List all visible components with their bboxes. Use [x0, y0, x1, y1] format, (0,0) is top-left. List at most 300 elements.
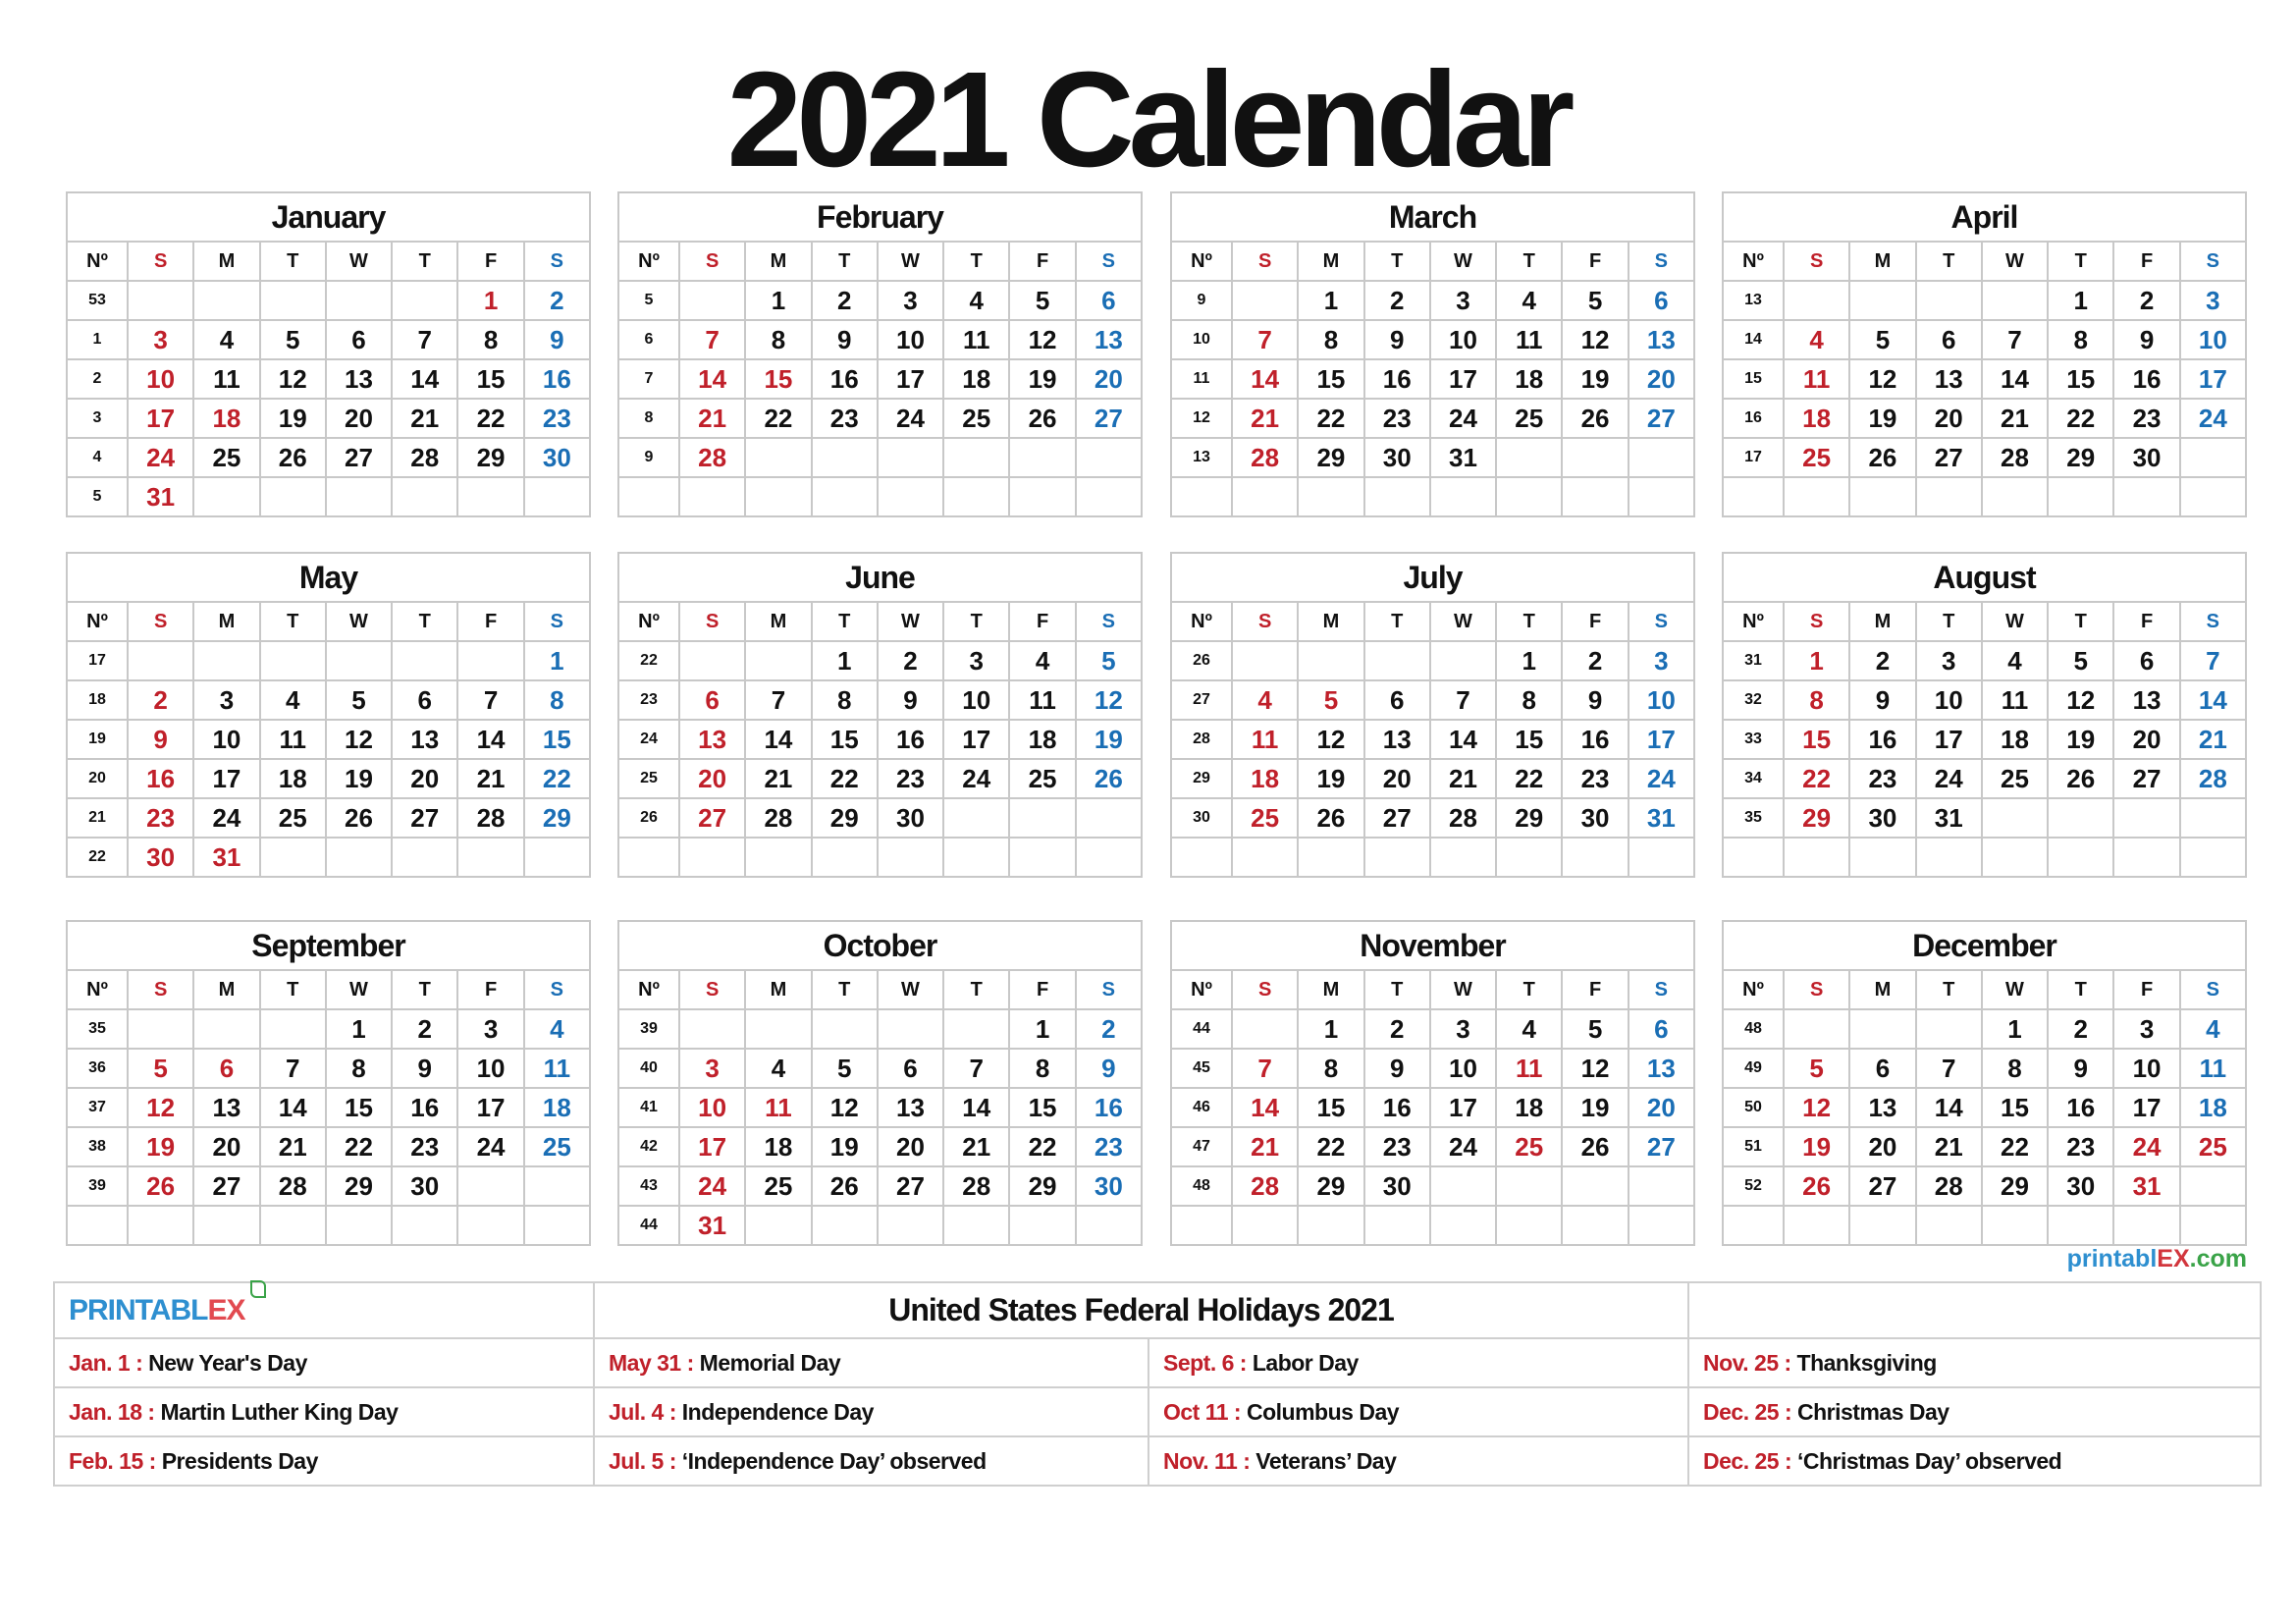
- day-cell[interactable]: 8: [524, 680, 590, 720]
- day-cell[interactable]: 28: [1916, 1166, 1982, 1206]
- day-cell[interactable]: 10: [1629, 680, 1694, 720]
- day-cell[interactable]: 19: [1562, 359, 1628, 399]
- day-cell[interactable]: 23: [1076, 1127, 1142, 1166]
- day-cell[interactable]: 5: [326, 680, 392, 720]
- day-cell[interactable]: 21: [1232, 399, 1298, 438]
- day-cell[interactable]: 24: [2180, 399, 2246, 438]
- day-cell[interactable]: 14: [1232, 359, 1298, 399]
- day-cell[interactable]: 18: [1982, 720, 2048, 759]
- day-cell[interactable]: 18: [745, 1127, 811, 1166]
- day-cell[interactable]: 28: [1232, 1166, 1298, 1206]
- day-cell[interactable]: 20: [1629, 1088, 1694, 1127]
- day-cell[interactable]: 12: [1849, 359, 1915, 399]
- day-cell[interactable]: 22: [1298, 399, 1363, 438]
- day-cell[interactable]: 10: [1430, 1049, 1496, 1088]
- day-cell[interactable]: 19: [128, 1127, 193, 1166]
- day-cell[interactable]: 18: [524, 1088, 590, 1127]
- day-cell[interactable]: 26: [1009, 399, 1075, 438]
- day-cell[interactable]: 11: [1496, 320, 1562, 359]
- day-cell[interactable]: 22: [1009, 1127, 1075, 1166]
- day-cell[interactable]: 12: [1784, 1088, 1849, 1127]
- day-cell[interactable]: 16: [1364, 359, 1430, 399]
- day-cell[interactable]: 11: [1496, 1049, 1562, 1088]
- day-cell[interactable]: 31: [2113, 1166, 2179, 1206]
- day-cell[interactable]: 15: [1496, 720, 1562, 759]
- day-cell[interactable]: 14: [457, 720, 523, 759]
- day-cell[interactable]: 16: [2113, 359, 2179, 399]
- day-cell[interactable]: 20: [1629, 359, 1694, 399]
- day-cell[interactable]: 27: [1629, 399, 1694, 438]
- day-cell[interactable]: 20: [679, 759, 745, 798]
- day-cell[interactable]: 18: [1009, 720, 1075, 759]
- day-cell[interactable]: 25: [1496, 399, 1562, 438]
- day-cell[interactable]: 7: [679, 320, 745, 359]
- day-cell[interactable]: 14: [260, 1088, 326, 1127]
- day-cell[interactable]: 6: [1629, 281, 1694, 320]
- day-cell[interactable]: 22: [326, 1127, 392, 1166]
- day-cell[interactable]: 12: [1009, 320, 1075, 359]
- day-cell[interactable]: 11: [943, 320, 1009, 359]
- day-cell[interactable]: 31: [1430, 438, 1496, 477]
- day-cell[interactable]: 8: [1298, 1049, 1363, 1088]
- day-cell[interactable]: 18: [2180, 1088, 2246, 1127]
- day-cell[interactable]: 19: [1784, 1127, 1849, 1166]
- day-cell[interactable]: 15: [1009, 1088, 1075, 1127]
- day-cell[interactable]: 17: [128, 399, 193, 438]
- day-cell[interactable]: 1: [812, 641, 878, 680]
- day-cell[interactable]: 19: [1562, 1088, 1628, 1127]
- day-cell[interactable]: 24: [1629, 759, 1694, 798]
- day-cell[interactable]: 27: [392, 798, 457, 838]
- day-cell[interactable]: 31: [193, 838, 259, 877]
- day-cell[interactable]: 23: [812, 399, 878, 438]
- day-cell[interactable]: 18: [1496, 359, 1562, 399]
- day-cell[interactable]: 23: [392, 1127, 457, 1166]
- day-cell[interactable]: 31: [128, 477, 193, 516]
- day-cell[interactable]: 1: [326, 1009, 392, 1049]
- day-cell[interactable]: 16: [392, 1088, 457, 1127]
- day-cell[interactable]: 21: [1916, 1127, 1982, 1166]
- day-cell[interactable]: 13: [1629, 320, 1694, 359]
- day-cell[interactable]: 6: [679, 680, 745, 720]
- day-cell[interactable]: 11: [1982, 680, 2048, 720]
- day-cell[interactable]: 3: [1629, 641, 1694, 680]
- day-cell[interactable]: 2: [1364, 281, 1430, 320]
- day-cell[interactable]: 25: [1784, 438, 1849, 477]
- day-cell[interactable]: 3: [1430, 1009, 1496, 1049]
- day-cell[interactable]: 30: [2113, 438, 2179, 477]
- day-cell[interactable]: 7: [1430, 680, 1496, 720]
- day-cell[interactable]: 9: [1364, 320, 1430, 359]
- day-cell[interactable]: 9: [392, 1049, 457, 1088]
- day-cell[interactable]: 9: [812, 320, 878, 359]
- day-cell[interactable]: 2: [1849, 641, 1915, 680]
- day-cell[interactable]: 17: [943, 720, 1009, 759]
- day-cell[interactable]: 30: [524, 438, 590, 477]
- day-cell[interactable]: 4: [1009, 641, 1075, 680]
- day-cell[interactable]: 20: [193, 1127, 259, 1166]
- day-cell[interactable]: 4: [260, 680, 326, 720]
- day-cell[interactable]: 20: [1364, 759, 1430, 798]
- day-cell[interactable]: 11: [1009, 680, 1075, 720]
- day-cell[interactable]: 27: [2113, 759, 2179, 798]
- day-cell[interactable]: 16: [2048, 1088, 2113, 1127]
- day-cell[interactable]: 14: [943, 1088, 1009, 1127]
- day-cell[interactable]: 14: [1916, 1088, 1982, 1127]
- day-cell[interactable]: 20: [1076, 359, 1142, 399]
- day-cell[interactable]: 1: [1496, 641, 1562, 680]
- day-cell[interactable]: 22: [812, 759, 878, 798]
- day-cell[interactable]: 14: [392, 359, 457, 399]
- day-cell[interactable]: 3: [679, 1049, 745, 1088]
- day-cell[interactable]: 27: [1849, 1166, 1915, 1206]
- day-cell[interactable]: 4: [1232, 680, 1298, 720]
- day-cell[interactable]: 27: [1916, 438, 1982, 477]
- day-cell[interactable]: 23: [2048, 1127, 2113, 1166]
- day-cell[interactable]: 13: [679, 720, 745, 759]
- day-cell[interactable]: 5: [1849, 320, 1915, 359]
- day-cell[interactable]: 30: [1364, 438, 1430, 477]
- day-cell[interactable]: 29: [812, 798, 878, 838]
- day-cell[interactable]: 10: [1430, 320, 1496, 359]
- day-cell[interactable]: 12: [1298, 720, 1363, 759]
- day-cell[interactable]: 10: [943, 680, 1009, 720]
- day-cell[interactable]: 13: [1629, 1049, 1694, 1088]
- day-cell[interactable]: 23: [128, 798, 193, 838]
- day-cell[interactable]: 12: [812, 1088, 878, 1127]
- day-cell[interactable]: 7: [2180, 641, 2246, 680]
- day-cell[interactable]: 9: [1076, 1049, 1142, 1088]
- day-cell[interactable]: 13: [392, 720, 457, 759]
- day-cell[interactable]: 21: [1982, 399, 2048, 438]
- day-cell[interactable]: 17: [1916, 720, 1982, 759]
- day-cell[interactable]: 2: [812, 281, 878, 320]
- day-cell[interactable]: 17: [1430, 359, 1496, 399]
- day-cell[interactable]: 3: [943, 641, 1009, 680]
- day-cell[interactable]: 9: [878, 680, 943, 720]
- day-cell[interactable]: 1: [1298, 281, 1363, 320]
- day-cell[interactable]: 7: [1232, 1049, 1298, 1088]
- day-cell[interactable]: 27: [326, 438, 392, 477]
- day-cell[interactable]: 31: [1629, 798, 1694, 838]
- day-cell[interactable]: 30: [1849, 798, 1915, 838]
- day-cell[interactable]: 3: [2180, 281, 2246, 320]
- day-cell[interactable]: 2: [524, 281, 590, 320]
- day-cell[interactable]: 10: [2113, 1049, 2179, 1088]
- day-cell[interactable]: 16: [128, 759, 193, 798]
- day-cell[interactable]: 25: [745, 1166, 811, 1206]
- day-cell[interactable]: 2: [392, 1009, 457, 1049]
- day-cell[interactable]: 9: [1562, 680, 1628, 720]
- day-cell[interactable]: 23: [2113, 399, 2179, 438]
- day-cell[interactable]: 29: [457, 438, 523, 477]
- day-cell[interactable]: 21: [745, 759, 811, 798]
- day-cell[interactable]: 21: [1232, 1127, 1298, 1166]
- day-cell[interactable]: 20: [2113, 720, 2179, 759]
- day-cell[interactable]: 22: [1784, 759, 1849, 798]
- day-cell[interactable]: 25: [1496, 1127, 1562, 1166]
- day-cell[interactable]: 10: [193, 720, 259, 759]
- day-cell[interactable]: 4: [1496, 1009, 1562, 1049]
- day-cell[interactable]: 20: [1916, 399, 1982, 438]
- day-cell[interactable]: 20: [326, 399, 392, 438]
- day-cell[interactable]: 13: [1364, 720, 1430, 759]
- day-cell[interactable]: 8: [1982, 1049, 2048, 1088]
- day-cell[interactable]: 30: [1562, 798, 1628, 838]
- day-cell[interactable]: 12: [260, 359, 326, 399]
- day-cell[interactable]: 29: [2048, 438, 2113, 477]
- day-cell[interactable]: 22: [457, 399, 523, 438]
- day-cell[interactable]: 7: [1982, 320, 2048, 359]
- day-cell[interactable]: 19: [2048, 720, 2113, 759]
- day-cell[interactable]: 16: [1849, 720, 1915, 759]
- day-cell[interactable]: 7: [457, 680, 523, 720]
- day-cell[interactable]: 30: [392, 1166, 457, 1206]
- day-cell[interactable]: 30: [1364, 1166, 1430, 1206]
- day-cell[interactable]: 14: [1430, 720, 1496, 759]
- day-cell[interactable]: 13: [2113, 680, 2179, 720]
- day-cell[interactable]: 26: [128, 1166, 193, 1206]
- day-cell[interactable]: 6: [1916, 320, 1982, 359]
- day-cell[interactable]: 12: [326, 720, 392, 759]
- day-cell[interactable]: 29: [1298, 1166, 1363, 1206]
- day-cell[interactable]: 24: [679, 1166, 745, 1206]
- day-cell[interactable]: 24: [2113, 1127, 2179, 1166]
- day-cell[interactable]: 7: [943, 1049, 1009, 1088]
- day-cell[interactable]: 5: [260, 320, 326, 359]
- day-cell[interactable]: 11: [260, 720, 326, 759]
- day-cell[interactable]: 28: [2180, 759, 2246, 798]
- day-cell[interactable]: 29: [326, 1166, 392, 1206]
- day-cell[interactable]: 21: [392, 399, 457, 438]
- day-cell[interactable]: 4: [2180, 1009, 2246, 1049]
- day-cell[interactable]: 27: [193, 1166, 259, 1206]
- day-cell[interactable]: 7: [392, 320, 457, 359]
- day-cell[interactable]: 20: [878, 1127, 943, 1166]
- day-cell[interactable]: 28: [457, 798, 523, 838]
- day-cell[interactable]: 29: [1298, 438, 1363, 477]
- day-cell[interactable]: 26: [1849, 438, 1915, 477]
- day-cell[interactable]: 4: [193, 320, 259, 359]
- day-cell[interactable]: 9: [2048, 1049, 2113, 1088]
- day-cell[interactable]: 25: [524, 1127, 590, 1166]
- day-cell[interactable]: 4: [745, 1049, 811, 1088]
- day-cell[interactable]: 5: [1784, 1049, 1849, 1088]
- day-cell[interactable]: 12: [128, 1088, 193, 1127]
- day-cell[interactable]: 11: [2180, 1049, 2246, 1088]
- day-cell[interactable]: 1: [524, 641, 590, 680]
- day-cell[interactable]: 24: [943, 759, 1009, 798]
- day-cell[interactable]: 16: [524, 359, 590, 399]
- day-cell[interactable]: 14: [1982, 359, 2048, 399]
- day-cell[interactable]: 27: [1629, 1127, 1694, 1166]
- day-cell[interactable]: 29: [1496, 798, 1562, 838]
- day-cell[interactable]: 15: [524, 720, 590, 759]
- day-cell[interactable]: 11: [524, 1049, 590, 1088]
- day-cell[interactable]: 23: [1364, 1127, 1430, 1166]
- day-cell[interactable]: 16: [878, 720, 943, 759]
- day-cell[interactable]: 17: [679, 1127, 745, 1166]
- day-cell[interactable]: 22: [2048, 399, 2113, 438]
- day-cell[interactable]: 14: [2180, 680, 2246, 720]
- day-cell[interactable]: 3: [128, 320, 193, 359]
- day-cell[interactable]: 24: [457, 1127, 523, 1166]
- day-cell[interactable]: 23: [1562, 759, 1628, 798]
- day-cell[interactable]: 15: [1982, 1088, 2048, 1127]
- day-cell[interactable]: 2: [878, 641, 943, 680]
- day-cell[interactable]: 5: [2048, 641, 2113, 680]
- day-cell[interactable]: 27: [1364, 798, 1430, 838]
- day-cell[interactable]: 8: [745, 320, 811, 359]
- day-cell[interactable]: 8: [812, 680, 878, 720]
- day-cell[interactable]: 12: [2048, 680, 2113, 720]
- day-cell[interactable]: 1: [745, 281, 811, 320]
- day-cell[interactable]: 3: [1916, 641, 1982, 680]
- day-cell[interactable]: 17: [878, 359, 943, 399]
- day-cell[interactable]: 9: [1849, 680, 1915, 720]
- day-cell[interactable]: 5: [1298, 680, 1363, 720]
- day-cell[interactable]: 14: [1232, 1088, 1298, 1127]
- day-cell[interactable]: 26: [260, 438, 326, 477]
- day-cell[interactable]: 24: [1916, 759, 1982, 798]
- day-cell[interactable]: 4: [1784, 320, 1849, 359]
- day-cell[interactable]: 17: [193, 759, 259, 798]
- day-cell[interactable]: 13: [878, 1088, 943, 1127]
- day-cell[interactable]: 6: [193, 1049, 259, 1088]
- day-cell[interactable]: 5: [1076, 641, 1142, 680]
- day-cell[interactable]: 31: [679, 1206, 745, 1245]
- day-cell[interactable]: 6: [1629, 1009, 1694, 1049]
- day-cell[interactable]: 15: [2048, 359, 2113, 399]
- day-cell[interactable]: 29: [1982, 1166, 2048, 1206]
- day-cell[interactable]: 26: [1076, 759, 1142, 798]
- day-cell[interactable]: 23: [1364, 399, 1430, 438]
- site-link[interactable]: [2067, 1245, 2247, 1273]
- day-cell[interactable]: 4: [1496, 281, 1562, 320]
- day-cell[interactable]: 6: [1364, 680, 1430, 720]
- day-cell[interactable]: 7: [745, 680, 811, 720]
- day-cell[interactable]: 6: [878, 1049, 943, 1088]
- day-cell[interactable]: 23: [1849, 759, 1915, 798]
- day-cell[interactable]: 25: [2180, 1127, 2246, 1166]
- day-cell[interactable]: 18: [1232, 759, 1298, 798]
- day-cell[interactable]: 27: [679, 798, 745, 838]
- day-cell[interactable]: 7: [1916, 1049, 1982, 1088]
- day-cell[interactable]: 8: [2048, 320, 2113, 359]
- day-cell[interactable]: 24: [878, 399, 943, 438]
- day-cell[interactable]: 21: [457, 759, 523, 798]
- day-cell[interactable]: 13: [326, 359, 392, 399]
- day-cell[interactable]: 26: [2048, 759, 2113, 798]
- day-cell[interactable]: 13: [1916, 359, 1982, 399]
- day-cell[interactable]: 17: [1430, 1088, 1496, 1127]
- day-cell[interactable]: 10: [1916, 680, 1982, 720]
- day-cell[interactable]: 27: [1076, 399, 1142, 438]
- day-cell[interactable]: 9: [2113, 320, 2179, 359]
- day-cell[interactable]: 28: [260, 1166, 326, 1206]
- day-cell[interactable]: 26: [1562, 1127, 1628, 1166]
- day-cell[interactable]: 15: [457, 359, 523, 399]
- day-cell[interactable]: 4: [943, 281, 1009, 320]
- day-cell[interactable]: 18: [260, 759, 326, 798]
- day-cell[interactable]: 29: [1009, 1166, 1075, 1206]
- day-cell[interactable]: 17: [457, 1088, 523, 1127]
- day-cell[interactable]: 18: [1784, 399, 1849, 438]
- day-cell[interactable]: 1: [1982, 1009, 2048, 1049]
- day-cell[interactable]: 8: [326, 1049, 392, 1088]
- day-cell[interactable]: 30: [2048, 1166, 2113, 1206]
- day-cell[interactable]: 1: [1009, 1009, 1075, 1049]
- day-cell[interactable]: 28: [1982, 438, 2048, 477]
- day-cell[interactable]: 9: [524, 320, 590, 359]
- day-cell[interactable]: 11: [1232, 720, 1298, 759]
- day-cell[interactable]: 3: [2113, 1009, 2179, 1049]
- day-cell[interactable]: 27: [878, 1166, 943, 1206]
- day-cell[interactable]: 9: [128, 720, 193, 759]
- day-cell[interactable]: 30: [1076, 1166, 1142, 1206]
- day-cell[interactable]: 23: [524, 399, 590, 438]
- day-cell[interactable]: 22: [745, 399, 811, 438]
- day-cell[interactable]: 28: [943, 1166, 1009, 1206]
- day-cell[interactable]: 19: [1009, 359, 1075, 399]
- day-cell[interactable]: 26: [1562, 399, 1628, 438]
- day-cell[interactable]: 12: [1562, 320, 1628, 359]
- day-cell[interactable]: 3: [878, 281, 943, 320]
- day-cell[interactable]: 15: [1298, 359, 1363, 399]
- day-cell[interactable]: 3: [1430, 281, 1496, 320]
- day-cell[interactable]: 8: [457, 320, 523, 359]
- day-cell[interactable]: 18: [943, 359, 1009, 399]
- day-cell[interactable]: 19: [1849, 399, 1915, 438]
- day-cell[interactable]: 18: [1496, 1088, 1562, 1127]
- day-cell[interactable]: 28: [679, 438, 745, 477]
- day-cell[interactable]: 25: [260, 798, 326, 838]
- day-cell[interactable]: 8: [1009, 1049, 1075, 1088]
- day-cell[interactable]: 6: [1849, 1049, 1915, 1088]
- day-cell[interactable]: 21: [679, 399, 745, 438]
- day-cell[interactable]: 8: [1784, 680, 1849, 720]
- day-cell[interactable]: 15: [1298, 1088, 1363, 1127]
- day-cell[interactable]: 5: [1562, 1009, 1628, 1049]
- day-cell[interactable]: 14: [745, 720, 811, 759]
- day-cell[interactable]: 21: [2180, 720, 2246, 759]
- day-cell[interactable]: 6: [392, 680, 457, 720]
- day-cell[interactable]: 30: [128, 838, 193, 877]
- day-cell[interactable]: 12: [1076, 680, 1142, 720]
- day-cell[interactable]: 1: [1784, 641, 1849, 680]
- day-cell[interactable]: 6: [1076, 281, 1142, 320]
- day-cell[interactable]: 22: [1982, 1127, 2048, 1166]
- day-cell[interactable]: 12: [1562, 1049, 1628, 1088]
- day-cell[interactable]: 4: [1982, 641, 2048, 680]
- day-cell[interactable]: 1: [2048, 281, 2113, 320]
- day-cell[interactable]: 19: [812, 1127, 878, 1166]
- day-cell[interactable]: 11: [1784, 359, 1849, 399]
- day-cell[interactable]: 15: [1784, 720, 1849, 759]
- day-cell[interactable]: 16: [812, 359, 878, 399]
- day-cell[interactable]: 23: [878, 759, 943, 798]
- day-cell[interactable]: 29: [524, 798, 590, 838]
- day-cell[interactable]: 25: [1982, 759, 2048, 798]
- day-cell[interactable]: 13: [1849, 1088, 1915, 1127]
- day-cell[interactable]: 19: [1298, 759, 1363, 798]
- day-cell[interactable]: 21: [260, 1127, 326, 1166]
- day-cell[interactable]: 24: [193, 798, 259, 838]
- day-cell[interactable]: 2: [1562, 641, 1628, 680]
- day-cell[interactable]: 15: [326, 1088, 392, 1127]
- day-cell[interactable]: 24: [1430, 1127, 1496, 1166]
- day-cell[interactable]: 17: [1629, 720, 1694, 759]
